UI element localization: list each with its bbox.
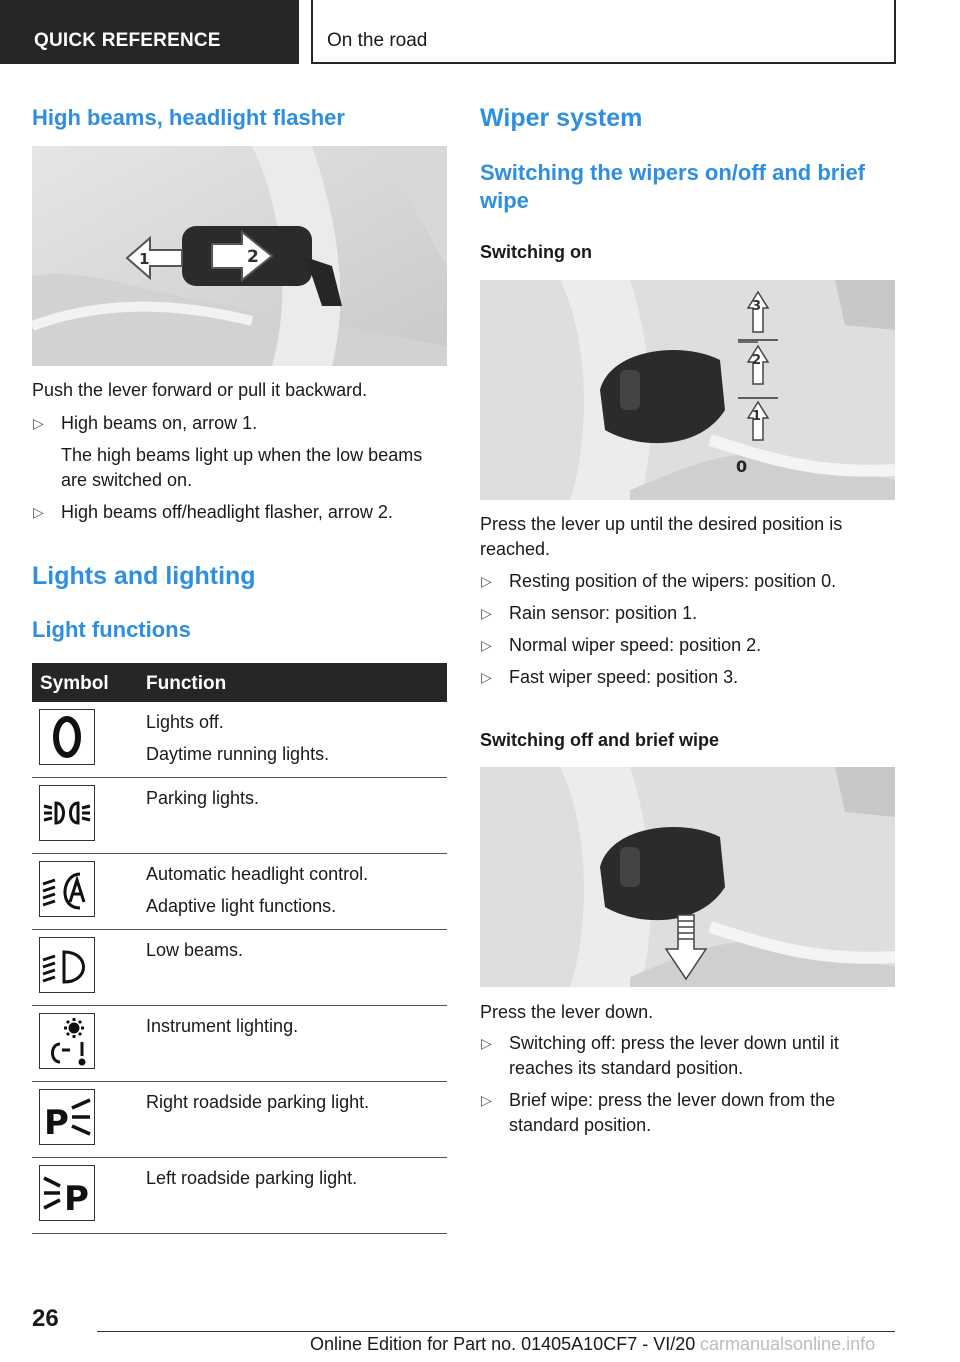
svg-text:P: P: [64, 1179, 89, 1219]
high-beams-note: The high beams light up when the low beams are switched on.: [61, 445, 423, 490]
bullet-triangle-icon: ▷: [33, 415, 44, 431]
function-text: Automatic headlight control.: [146, 864, 369, 884]
bullet-triangle-icon: ▷: [33, 504, 44, 520]
footer-divider: [97, 1331, 895, 1332]
automatic-headlight-icon: [39, 861, 95, 917]
chapter-tab: [311, 0, 896, 64]
edition-text: Online Edition for Part no. 01405A10CF7 - VI/20: [310, 1334, 696, 1354]
light-functions-heading: Light functions: [32, 617, 191, 642]
function-text: Lights off.: [146, 712, 224, 732]
table-row: [32, 930, 447, 1006]
table-row: [32, 854, 447, 930]
position-label-0: 0: [736, 457, 748, 476]
wiper-heading: Wiper system: [480, 104, 643, 132]
function-text: Parking lights.: [146, 788, 260, 808]
position-label-3: 3: [752, 299, 762, 314]
table-row: [32, 778, 447, 854]
watermark: carmanualsonline.info: [700, 1334, 876, 1354]
lights-heading: Lights and lighting: [32, 562, 256, 590]
switching-on-intro: Press the lever up until the desired position is reached.: [480, 514, 843, 559]
light-table-header: [32, 663, 447, 702]
high-beams-heading: High beams, headlight flasher: [32, 105, 345, 130]
lights-off-icon: [39, 709, 95, 765]
instrument-lighting-icon: [39, 1013, 95, 1069]
bullet-triangle-icon: ▷: [481, 605, 492, 621]
right-parking-light-icon: [39, 1089, 95, 1145]
left-parking-light-icon: [39, 1165, 95, 1221]
wiper-lever-down-figure: [480, 767, 895, 987]
table-row: [32, 1158, 447, 1234]
table-row: [32, 1006, 447, 1082]
page-number: 26: [32, 1305, 59, 1332]
wiper-lever-up-figure: [480, 280, 895, 500]
switching-off-heading: Switching off and brief wipe: [480, 730, 720, 750]
section-title: QUICK REFERENCE: [34, 30, 221, 51]
bullet-triangle-icon: ▷: [481, 637, 492, 653]
high-beam-lever-figure: [32, 146, 447, 366]
table-row: [32, 1082, 447, 1158]
switching-off-intro: Press the lever down.: [480, 1002, 654, 1022]
position-label-1: 1: [752, 409, 762, 424]
chapter-title: On the road: [327, 30, 428, 51]
wiper-subheading: Switching the wipers on/off and brief wipe: [480, 160, 866, 213]
function-text: Left roadside parking light.: [146, 1168, 358, 1188]
bullet-triangle-icon: ▷: [481, 573, 492, 589]
symbol-column-header: Symbol: [40, 673, 109, 694]
function-text: Right roadside parking light.: [146, 1092, 370, 1112]
svg-text:P: P: [44, 1103, 69, 1143]
function-text: Instrument lighting.: [146, 1016, 299, 1036]
switching-on-heading: Switching on: [480, 242, 592, 262]
arrow-label-2: 2: [247, 247, 259, 267]
arrow-label-1: 1: [139, 250, 150, 268]
section-tab: [0, 0, 299, 64]
bullet-triangle-icon: ▷: [481, 669, 492, 685]
function-text: Adaptive light functions.: [146, 896, 337, 916]
position-label-2: 2: [752, 353, 762, 368]
bullet-triangle-icon: ▷: [481, 1035, 492, 1051]
function-text: Low beams.: [146, 940, 244, 960]
bullet-triangle-icon: ▷: [481, 1092, 492, 1108]
high-beams-intro: Push the lever forward or pull it backward.: [32, 380, 368, 400]
low-beams-icon: [39, 937, 95, 993]
table-row: [32, 702, 447, 778]
function-column-header: Function: [146, 673, 227, 694]
function-text: Daytime running lights.: [146, 744, 330, 764]
parking-lights-icon: [39, 785, 95, 841]
